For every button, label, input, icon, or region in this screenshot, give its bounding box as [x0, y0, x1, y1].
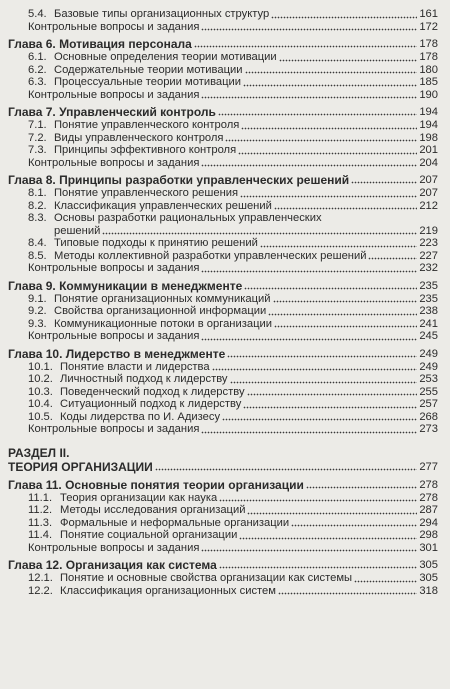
toc-section-row[interactable] [8, 411, 438, 424]
page-number: 268 [419, 410, 438, 423]
toc-section-row[interactable] [8, 572, 438, 585]
leader-dots [278, 586, 417, 595]
leader-dots [243, 78, 417, 87]
leader-dots [218, 107, 417, 116]
page-number: 277 [419, 460, 438, 473]
page-number: 204 [419, 156, 438, 169]
toc-section-row[interactable] [8, 398, 438, 411]
leader-dots [306, 480, 417, 489]
section-number: 11.2. [28, 504, 53, 516]
section-number: 8.2. [28, 199, 47, 212]
leader-dots [194, 39, 418, 48]
page-number: 185 [419, 76, 438, 88]
toc-questions-row[interactable] [8, 262, 438, 275]
toc-questions-row[interactable] [8, 423, 438, 436]
chapter-title: Глава 12. Организация как система [8, 558, 217, 572]
page-number: 318 [419, 584, 438, 597]
section-title-continued: решений [54, 224, 101, 237]
page-number: 257 [419, 398, 438, 410]
page-number: 201 [419, 144, 438, 156]
leader-dots [245, 65, 418, 74]
page-number: 278 [419, 478, 438, 491]
leader-dots [201, 543, 417, 552]
page-number: 194 [419, 106, 438, 118]
page-number: 294 [419, 516, 438, 529]
section-number: 11.1. [28, 491, 53, 504]
section-title: Поведенческий подход к лидерству [60, 385, 245, 398]
section-number: 10.2. [28, 373, 53, 385]
page-number: 235 [419, 292, 438, 305]
leader-dots [201, 425, 417, 434]
section-number: 10.3. [28, 385, 53, 398]
section-title: Коды лидерства по И. Адизесу [60, 410, 221, 423]
section-number: 9.2. [28, 305, 47, 317]
page-number: 249 [419, 347, 438, 360]
leader-dots [201, 158, 417, 167]
leader-dots [351, 175, 417, 184]
toc-section-row[interactable] [8, 64, 438, 77]
leader-dots [273, 294, 418, 303]
leader-dots [274, 201, 417, 210]
toc-section-row[interactable] [8, 386, 438, 399]
leader-dots [247, 387, 418, 396]
toc-section-row[interactable] [8, 492, 438, 505]
section-title: Понятие организационных коммуникаций [54, 292, 271, 305]
leader-dots [227, 349, 417, 358]
section-title: Процессуальные теории мотивации [54, 76, 242, 88]
page-number: 301 [419, 541, 438, 554]
page-number: 190 [419, 88, 438, 101]
toc-section-row[interactable] [8, 132, 438, 145]
leader-dots [230, 375, 418, 384]
section-title: Методы исследования организаций [60, 504, 246, 516]
chapter-title: Глава 6. Мотивация персонала [8, 37, 192, 51]
page-number: 287 [419, 504, 438, 516]
toc-questions-row[interactable] [8, 542, 438, 555]
section-title: Методы коллективной разработки управленческих решений [54, 249, 367, 262]
page-number: 227 [419, 249, 438, 262]
questions-title: Контрольные вопросы и задания [28, 541, 200, 554]
leader-dots [201, 22, 417, 31]
questions-title: Контрольные вопросы и задания [28, 156, 200, 169]
page-number: 232 [419, 262, 438, 274]
page-number: 161 [419, 8, 438, 20]
page-number: 198 [419, 131, 438, 144]
leader-dots [274, 319, 417, 328]
page-number: 235 [419, 279, 438, 292]
leader-dots [244, 281, 417, 290]
leader-dots [240, 189, 417, 198]
leader-dots [201, 90, 417, 99]
page-number: 194 [419, 119, 438, 131]
section-title: Понятие и основные свойства организации как системы [60, 572, 353, 584]
page-number: 245 [419, 330, 438, 342]
toc-chapter-row[interactable] [8, 478, 438, 492]
section-number: 8.4. [28, 237, 47, 249]
part-heading: РАЗДЕЛ II. [8, 445, 70, 460]
section-number: 8.1. [28, 187, 47, 199]
toc-questions-row[interactable] [8, 330, 438, 343]
toc-section-row[interactable] [8, 504, 438, 517]
toc-section-row[interactable] [8, 517, 438, 530]
section-title: Классификация управленческих решений [54, 199, 272, 212]
leader-dots [241, 121, 417, 130]
toc-section-row[interactable] [8, 305, 438, 318]
page-number: 253 [419, 373, 438, 385]
toc-section-row[interactable] [8, 250, 438, 263]
section-title: Основные определения теории мотивации [54, 51, 277, 63]
page-number: 298 [419, 529, 438, 541]
toc-section-row[interactable] [8, 76, 438, 89]
page-number: 278 [419, 491, 438, 504]
section-title: Теория организации как наука [60, 491, 218, 504]
toc-section-row[interactable] [8, 373, 438, 386]
section-number: 6.3. [28, 76, 47, 88]
leader-dots [201, 264, 417, 273]
section-number: 12.2. [28, 584, 53, 597]
toc-chapter-row[interactable] [8, 558, 438, 572]
toc-section-row[interactable] [8, 361, 438, 374]
leader-dots [201, 332, 417, 341]
leader-dots [268, 307, 417, 316]
leader-dots [279, 53, 418, 62]
leader-dots [247, 506, 417, 515]
chapter-title: Глава 8. Принципы разработки управленческих решений [8, 173, 350, 187]
section-number: 7.2. [28, 131, 47, 144]
section-title: Коммуникационные потоки в организации [54, 317, 272, 330]
leader-dots [238, 146, 417, 155]
section-title: Основы разработки рациональных управленческих [54, 212, 322, 224]
toc-section-row[interactable] [8, 293, 438, 306]
section-number: 8.5. [28, 249, 47, 262]
toc-questions-row[interactable] [8, 89, 438, 102]
section-number: 10.5. [28, 410, 53, 423]
toc-section-row[interactable] [8, 144, 438, 157]
part-title: ТЕОРИЯ ОРГАНИЗАЦИИ [8, 459, 153, 474]
toc-chapter-row[interactable] [8, 347, 438, 361]
section-number: 10.4. [28, 398, 53, 410]
section-number: 7.3. [28, 144, 47, 156]
section-title: Виды управленческого контроля [54, 131, 224, 144]
section-title: Понятие власти и лидерства [60, 360, 210, 373]
toc-section-row[interactable] [8, 585, 438, 598]
leader-dots [212, 362, 418, 371]
toc-section-row[interactable] [8, 318, 438, 331]
page-number: 212 [419, 199, 438, 212]
page-number: 178 [419, 51, 438, 63]
chapter-title: Глава 7. Управленческий контроль [8, 105, 216, 119]
leader-dots [225, 133, 417, 142]
section-title: Типовые подходы к принятию решений [54, 237, 258, 249]
leader-dots [243, 400, 417, 409]
leader-dots [354, 574, 417, 583]
section-number: 9.3. [28, 317, 47, 330]
page-number: 219 [419, 224, 438, 237]
toc-section-row[interactable] [8, 119, 438, 132]
page-number: 180 [419, 63, 438, 76]
section-title: Понятие управленческого контроля [54, 119, 240, 131]
toc-part-row[interactable] [8, 460, 438, 474]
chapter-title: Глава 9. Коммуникации в менеджменте [8, 278, 243, 293]
leader-dots [260, 239, 418, 248]
section-number: 10.1. [28, 360, 53, 373]
page-number: 305 [419, 572, 438, 584]
toc-section-row[interactable] [8, 200, 438, 213]
page-number: 223 [419, 237, 438, 249]
page-number: 249 [419, 360, 438, 373]
page-number: 207 [419, 187, 438, 199]
section-number: 5.4. [28, 8, 47, 20]
questions-title: Контрольные вопросы и задания [28, 423, 200, 435]
section-number: 8.3. [28, 212, 47, 224]
section-title: Понятие социальной организации [60, 529, 238, 541]
page-number: 305 [419, 559, 438, 571]
questions-title: Контрольные вопросы и задания [28, 262, 200, 274]
section-title: Классификация организационных систем [60, 584, 276, 597]
leader-dots [368, 251, 417, 260]
toc-questions-row[interactable] [8, 21, 438, 34]
page-number: 207 [419, 174, 438, 186]
section-number: 11.4. [28, 529, 53, 541]
toc-chapter-row[interactable] [8, 173, 438, 187]
page-number: 255 [419, 385, 438, 398]
page-number: 178 [419, 38, 438, 50]
questions-title: Контрольные вопросы и задания [28, 88, 200, 101]
toc-questions-row[interactable] [8, 157, 438, 170]
section-number: 12.1. [28, 572, 53, 584]
toc-section-row[interactable] [8, 212, 438, 237]
section-title: Формальные и неформальные организации [60, 516, 290, 529]
section-number: 9.1. [28, 292, 47, 305]
chapter-title: Глава 11. Основные понятия теории организации [8, 477, 304, 492]
page-number: 241 [419, 317, 438, 330]
page-number: 172 [419, 20, 438, 33]
toc-section-row[interactable] [8, 187, 438, 200]
chapter-title: Глава 10. Лидерство в менеджменте [8, 346, 226, 361]
page-number: 273 [419, 423, 438, 435]
leader-dots [155, 462, 418, 471]
section-number: 7.1. [28, 119, 47, 131]
section-title: Базовые типы организационных структур [54, 8, 270, 20]
toc-chapter-row[interactable] [8, 105, 438, 119]
leader-dots [271, 10, 417, 19]
toc-chapter-row[interactable] [8, 279, 438, 293]
toc-section-row[interactable] [8, 51, 438, 64]
leader-dots [219, 560, 418, 569]
leader-dots [239, 531, 417, 540]
toc-chapter-row[interactable] [8, 37, 438, 51]
table-of-contents [8, 8, 438, 597]
questions-title: Контрольные вопросы и задания [28, 330, 200, 342]
section-number: 6.1. [28, 51, 47, 63]
section-number: 11.3. [28, 516, 53, 529]
leader-dots [291, 518, 417, 527]
section-title: Ситуационный подход к лидерству [60, 398, 242, 410]
section-number: 6.2. [28, 63, 47, 76]
section-title: Понятие управленческого решения [54, 187, 239, 199]
section-title: Свойства организационной информации [54, 305, 267, 317]
leader-dots [219, 493, 417, 502]
leader-dots [222, 412, 417, 421]
leader-dots [102, 226, 417, 235]
section-title: Принципы эффективного контроля [54, 144, 237, 156]
section-title: Личностный подход к лидерству [60, 373, 228, 385]
toc-section-row[interactable] [8, 8, 438, 21]
section-title: Содержательные теории мотивации [54, 63, 243, 76]
page-number: 238 [419, 305, 438, 317]
toc-section-row[interactable] [8, 529, 438, 542]
toc-section-row[interactable] [8, 237, 438, 250]
questions-title: Контрольные вопросы и задания [28, 20, 200, 33]
